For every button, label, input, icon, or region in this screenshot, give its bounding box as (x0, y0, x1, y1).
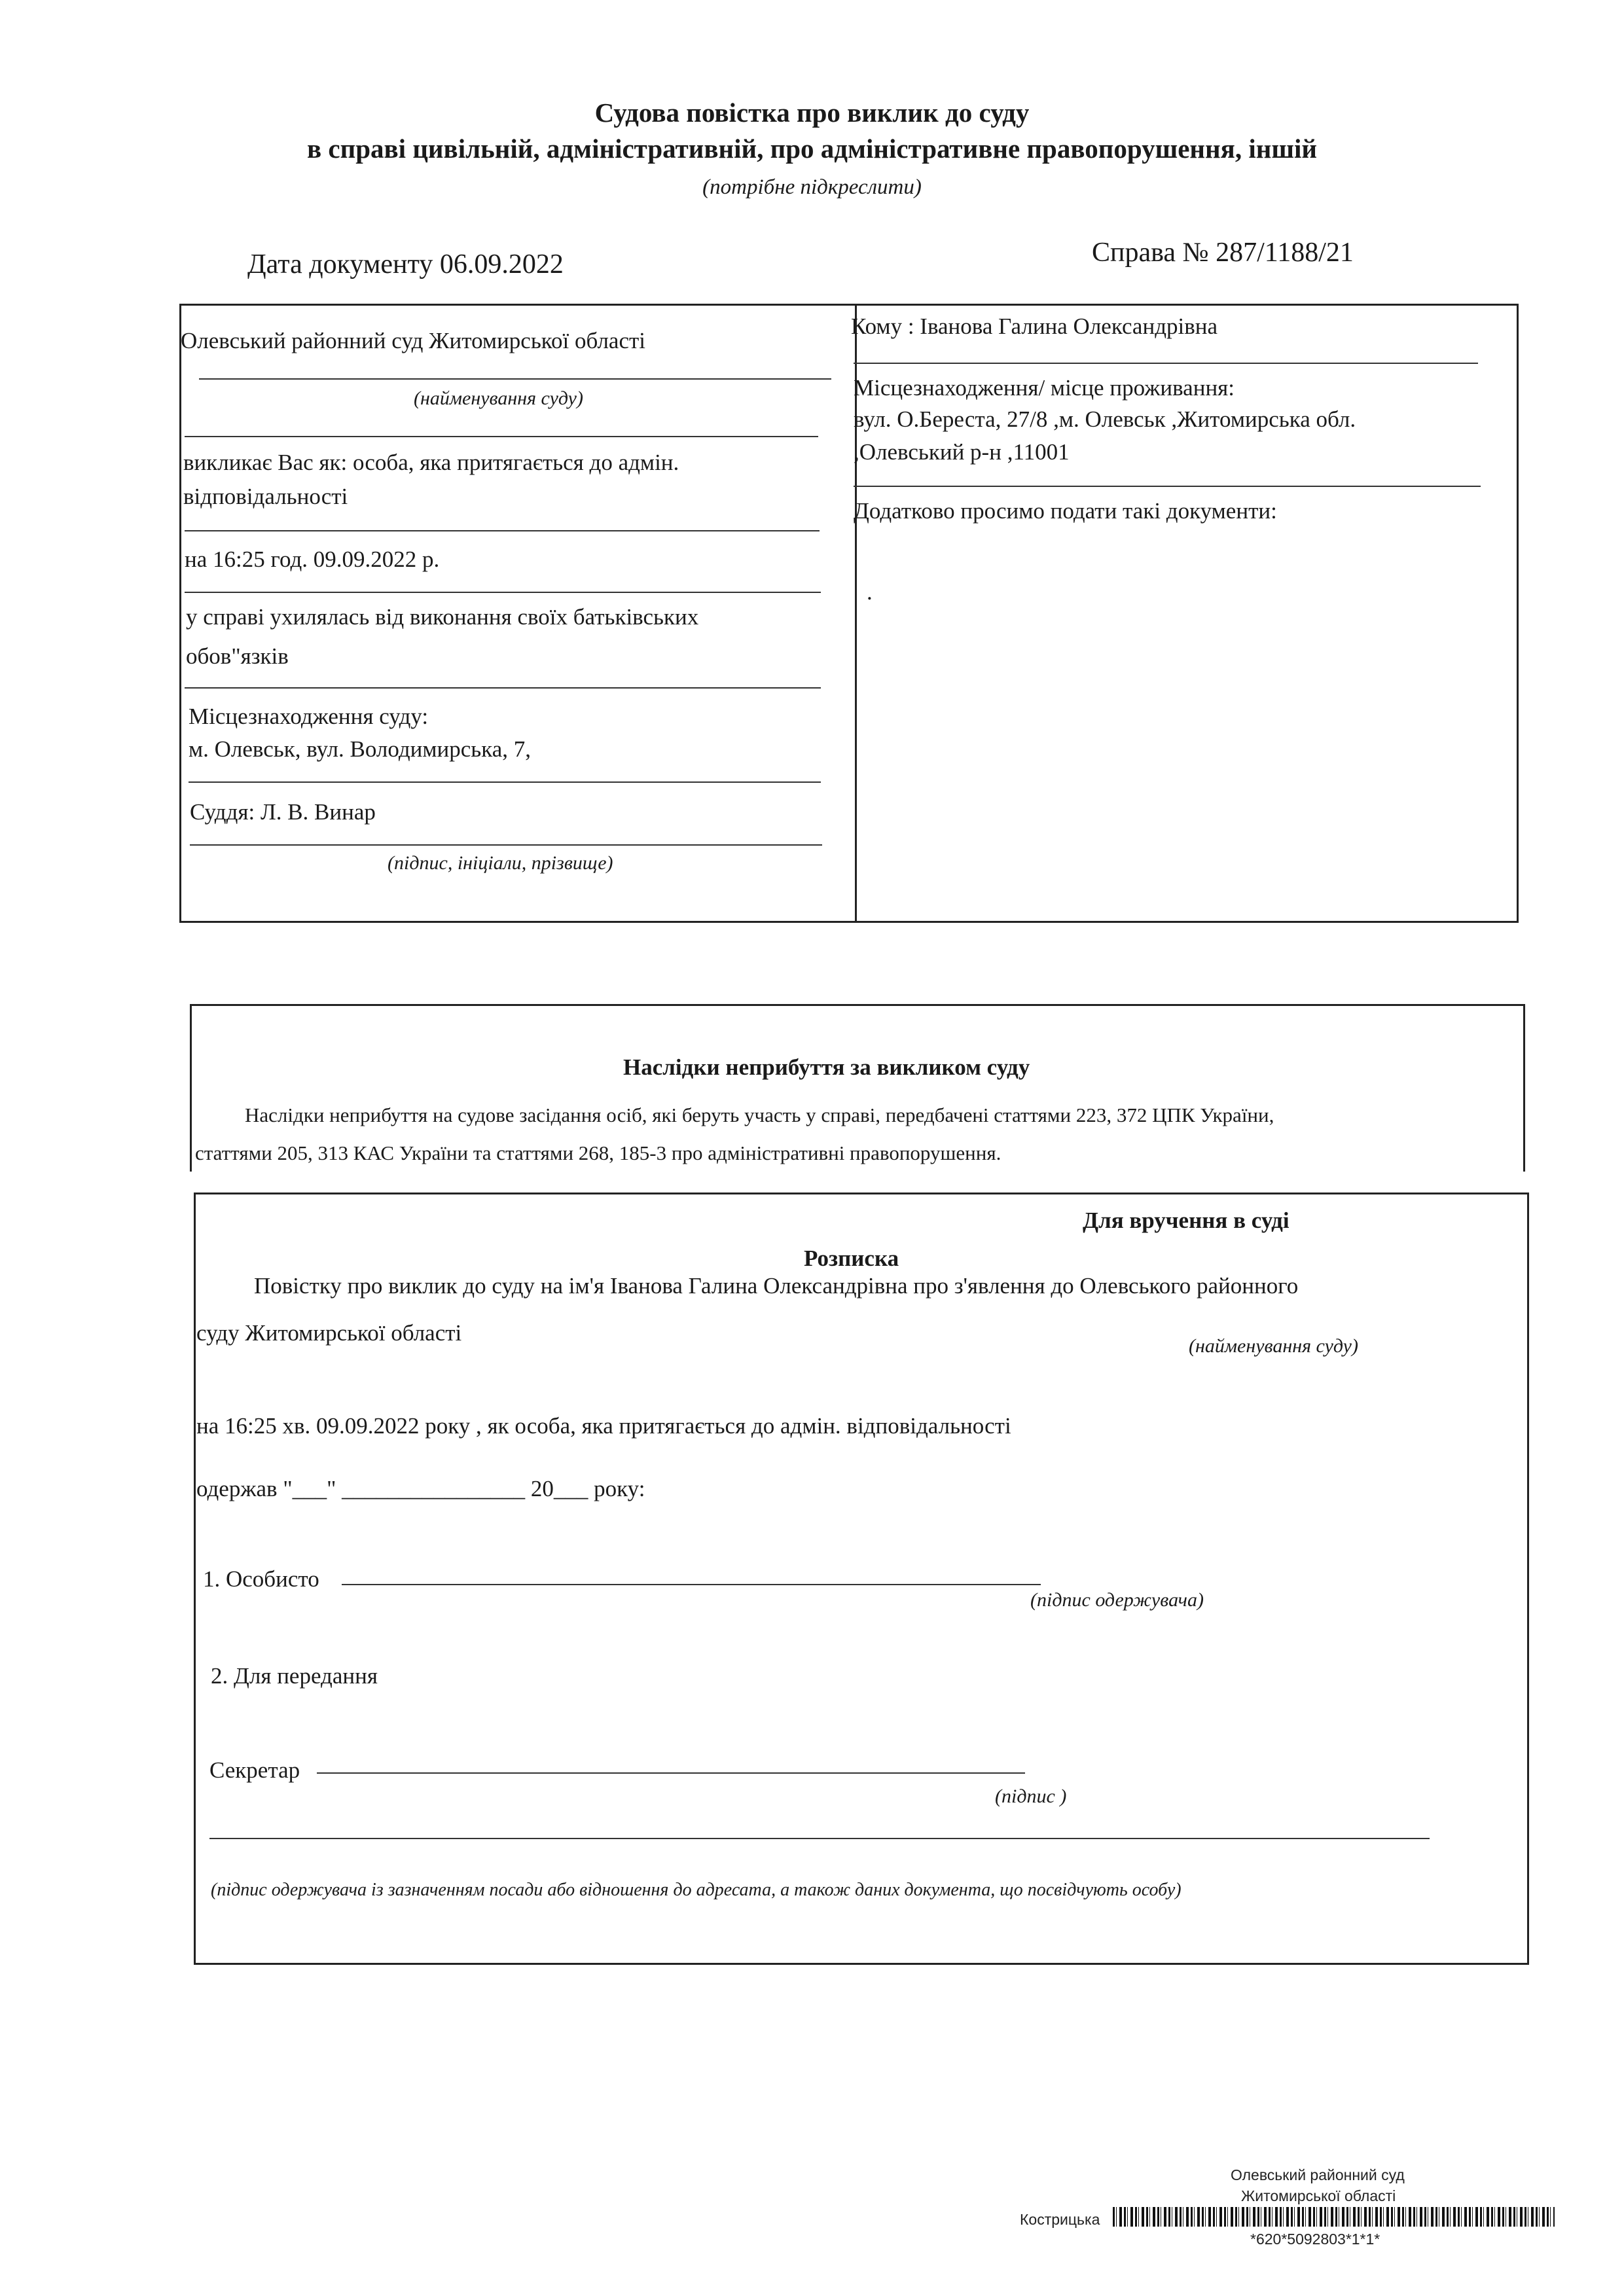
summon-role-line1: викликає Вас як: особа, яка притягається до адмін. (183, 450, 679, 475)
for-transfer-label: 2. Для передання (211, 1663, 378, 1689)
divider-line (209, 1838, 1430, 1839)
extra-documents-label: Додатково просимо подати такі документи: (854, 498, 1277, 524)
case-number: Справа № 287/1188/21 (1092, 238, 1354, 268)
divider-line (185, 687, 821, 689)
divider-line (185, 436, 818, 437)
address-line2: ,Олевський р-н ,11001 (854, 439, 1070, 465)
court-location-value: м. Олевськ, вул. Володимирська, 7, (189, 736, 532, 762)
barcode-number: *620*5092803*1*1* (1250, 2231, 1380, 2248)
address-label: Місцезнаходження/ місце проживання: (854, 375, 1235, 401)
signature-line (342, 1584, 1041, 1585)
court-caption: (найменування суду) (414, 387, 583, 409)
case-description-line2: обов"язків (186, 643, 289, 669)
summon-role-line2: відповідальності (183, 484, 348, 509)
for-court-label: Для вручення в суді (1083, 1208, 1290, 1233)
recipient-name: Кому : Іванова Галина Олександрівна (851, 314, 1218, 339)
divider-line (190, 844, 822, 846)
extra-documents-dot: . (867, 579, 873, 605)
document-title: Судова повістка про виклик до суду (594, 98, 1030, 128)
receipt-title: Розписка (804, 1246, 899, 1271)
consequences-text-line1: Наслідки неприбуття на судове засідання осіб, які беруть участь у справі, передбачені статтями 223, 372 ЦПК України, (245, 1103, 1274, 1126)
consequences-text-line2: статтями 205, 313 КАС України та статтями 268, 185-3 про адміністративні правопорушення. (195, 1141, 1001, 1164)
court-name: Олевський районний суд Житомирської області (181, 328, 645, 353)
secretary-signature-caption: (підпис ) (995, 1785, 1067, 1807)
secretary-label: Секретар (209, 1757, 300, 1783)
divider-line (185, 592, 821, 593)
divider-line (199, 378, 831, 380)
consequences-title: Наслідки неприбуття за викликом суду (623, 1054, 1030, 1080)
address-line1: вул. О.Береста, 27/8 ,м. Олевськ ,Житомирська обл. (854, 406, 1356, 432)
signature-caption: (підпис, ініціали, прізвище) (388, 852, 613, 874)
receipt-line1: Повістку про виклик до суду на ім'я Іванова Галина Олександрівна про з'явлення до Олевського районного (254, 1273, 1299, 1299)
document-subtitle: в справі цивільній, адміністративній, про адміністративне правопорушення, іншій (307, 134, 1317, 164)
receipt-line2: суду Житомирської області (196, 1320, 462, 1346)
document-date: Дата документу 06.09.2022 (247, 249, 564, 279)
receipt-court-caption: (найменування суду) (1189, 1335, 1358, 1357)
received-date-line: одержав "___" ________________ 20___ року: (196, 1476, 645, 1501)
stamp-court-line2: Житомирської області (1241, 2187, 1396, 2204)
barcode (1113, 2207, 1555, 2227)
stamp-name: Кострицька (1020, 2211, 1100, 2228)
judge-name: Суддя: Л. В. Винар (190, 799, 376, 825)
personally-label: 1. Особисто (203, 1566, 319, 1592)
divider-line (185, 530, 820, 531)
hearing-time: на 16:25 год. 09.09.2022 р. (185, 547, 440, 572)
case-description-line1: у справі ухилялась від виконання своїх батьківських (186, 604, 699, 630)
recipient-signature-caption: (підпис одержувача) (1030, 1589, 1204, 1611)
receipt-line3: на 16:25 хв. 09.09.2022 року , як особа, яка притягається до адмін. відповідальності (196, 1413, 1011, 1439)
court-location-label: Місцезнаходження суду: (189, 704, 429, 729)
receipt-box (194, 1193, 1529, 1965)
secretary-signature-line (317, 1772, 1025, 1774)
title-note: (потрібне підкреслити) (702, 175, 922, 199)
divider-line (189, 781, 821, 783)
receipt-footer-caption: (підпис одержувача із зазначенням посади або відношення до адресата, а також даних документа, що посвідчують особу) (211, 1880, 1182, 1900)
divider-line (854, 486, 1481, 487)
stamp-court-line1: Олевський районний суд (1231, 2166, 1405, 2183)
divider-line (854, 363, 1478, 364)
